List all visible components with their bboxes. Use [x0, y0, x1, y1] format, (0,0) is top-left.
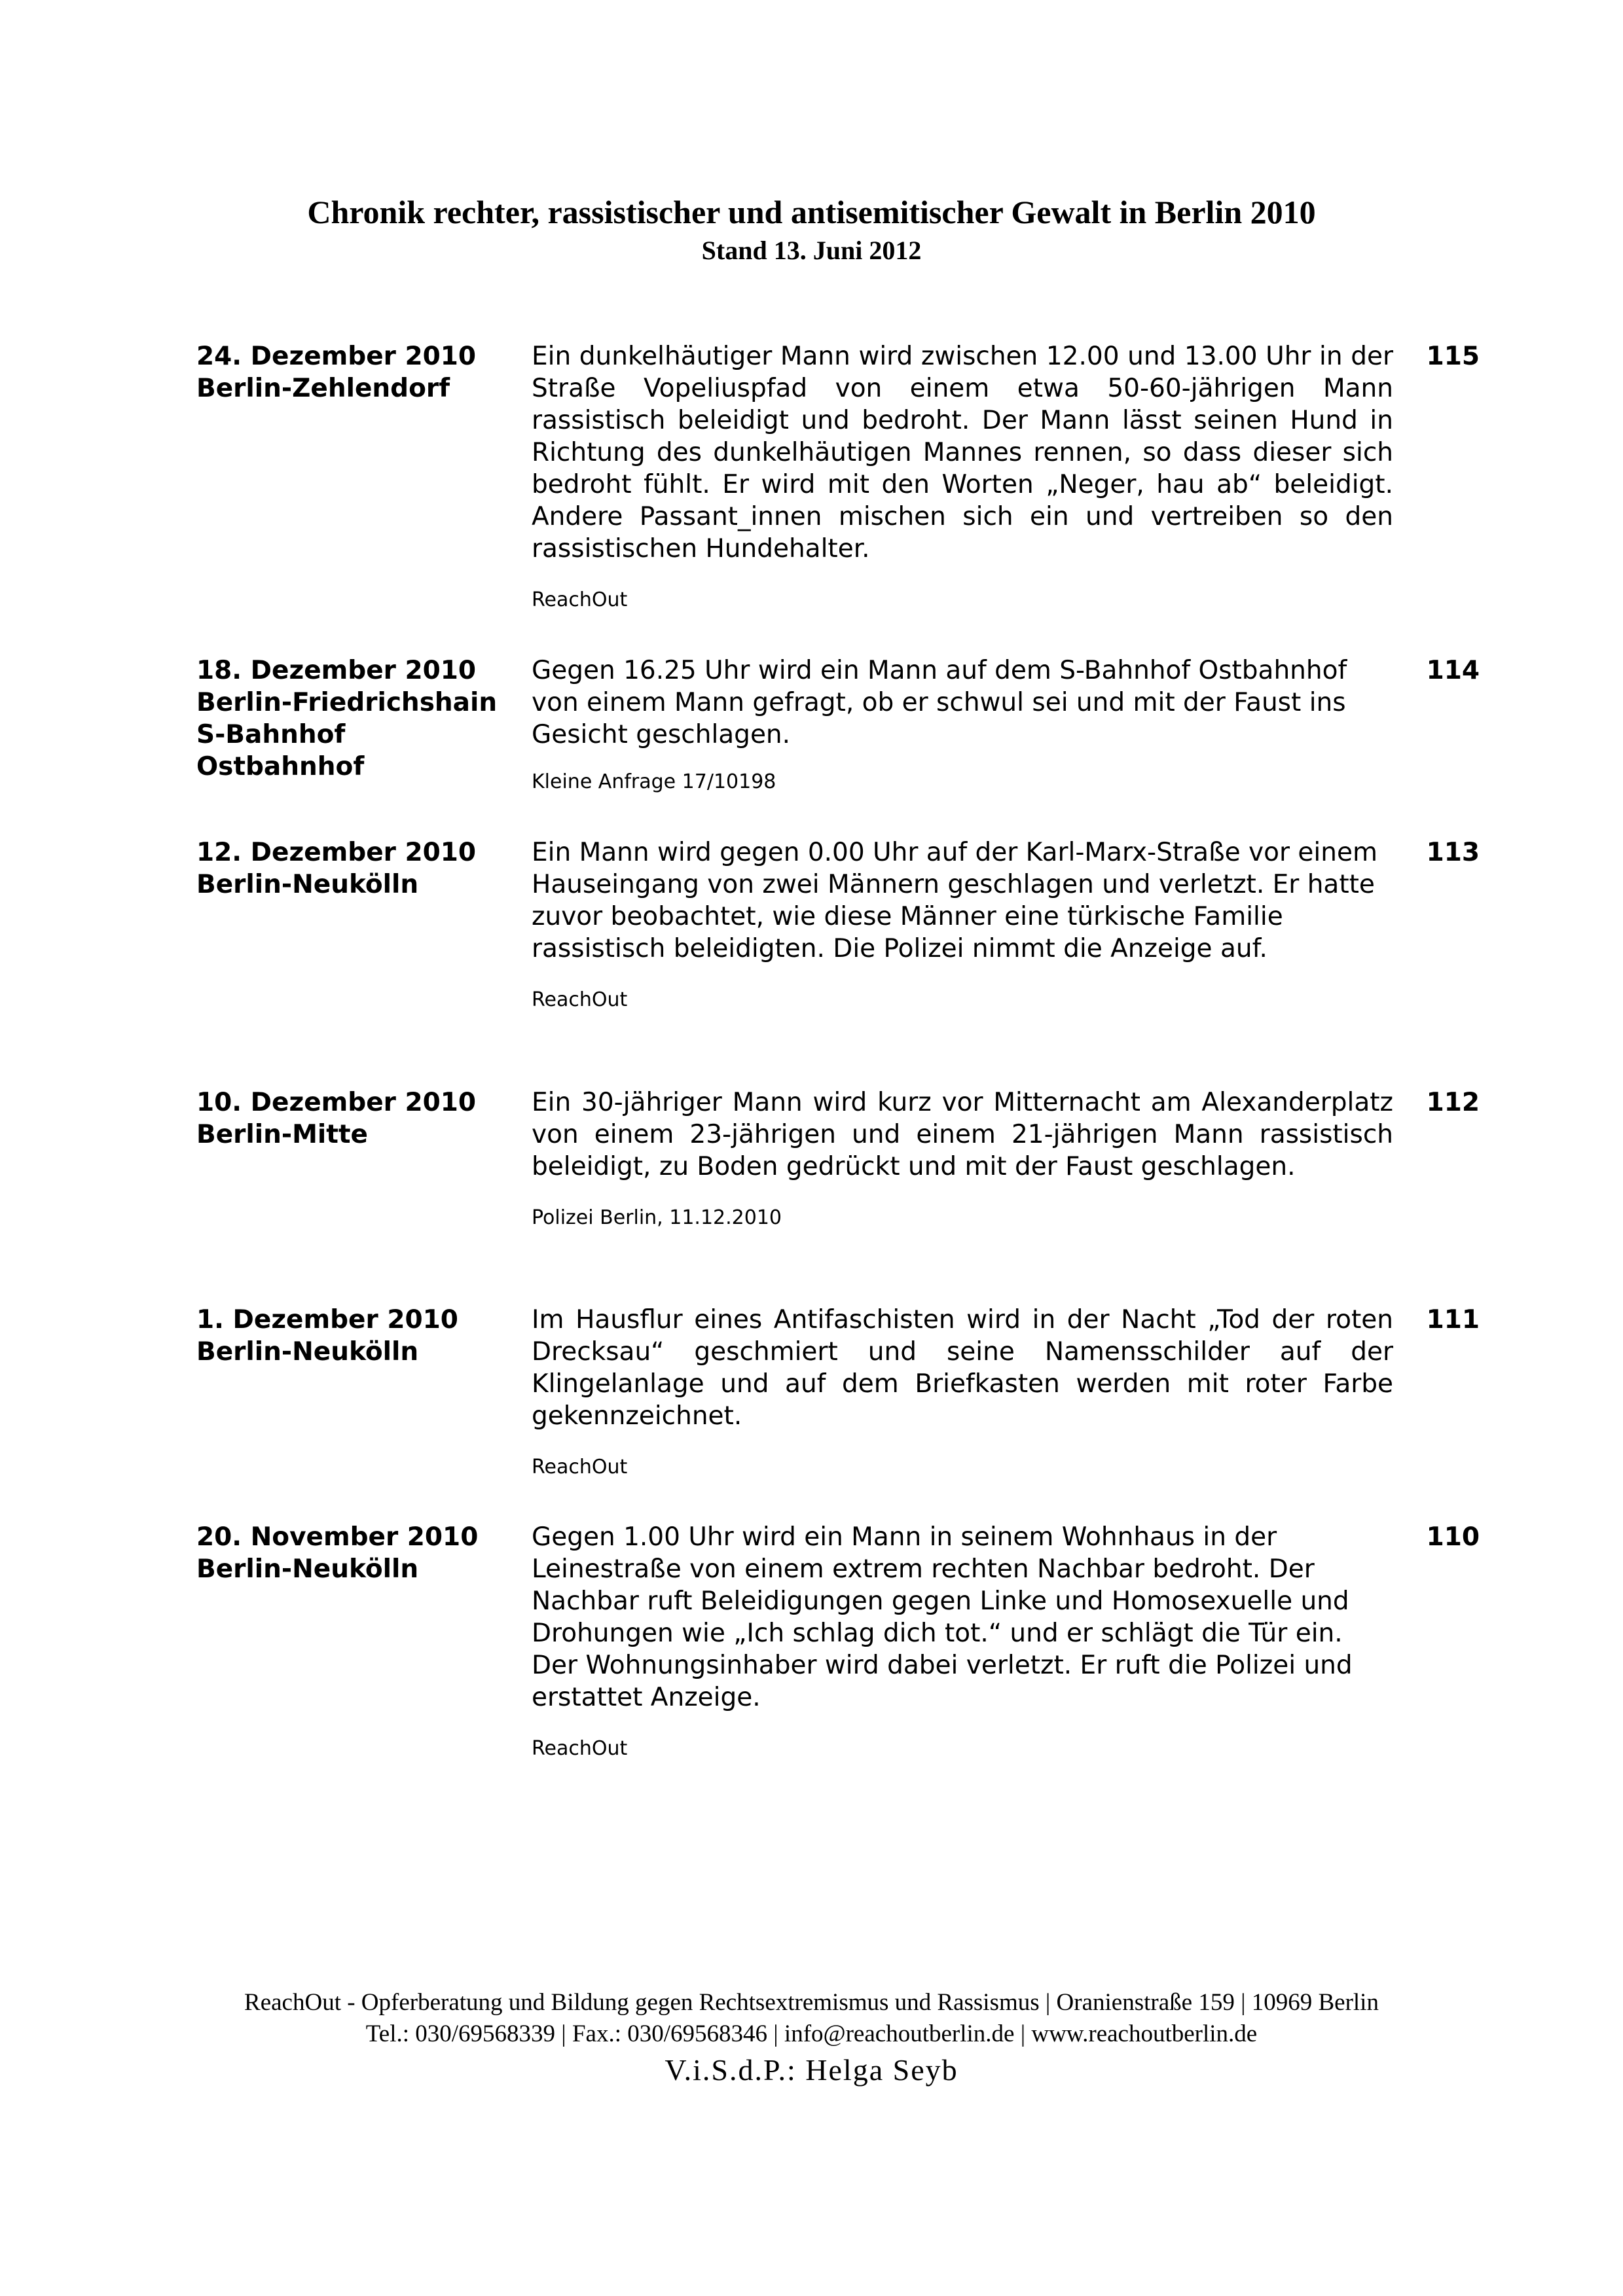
footer-organization: ReachOut - Opferberatung und Bildung gegen Rechtsextremismus und Rassismus | Oranienstraße 159 | 10969 Berlin — [244, 1989, 1379, 2016]
entry-source: ReachOut — [532, 1456, 628, 1479]
entry-location: Ostbahnhof — [196, 752, 365, 781]
entry-number: 110 — [1426, 1522, 1480, 1552]
entry-number: 111 — [1426, 1305, 1480, 1335]
entry-body — [532, 1521, 1393, 1762]
entry-description: Ein 30-jähriger Mann wird kurz vor Mitternacht am Alexanderplatz von einem 23-jährigen und einem 21-jährigen Mann rassistisch beleidigt, zu Boden gedrückt und mit der Faust geschlagen. — [532, 1088, 1393, 1181]
entry-location: Berlin-Mitte — [196, 1120, 369, 1149]
entry-description: Ein Mann wird gegen 0.00 Uhr auf der Karl-Marx-Straße vor einem Hauseingang von zwei Männern geschlagen und verletzt. Er hatte zuvor beobachtet, wie diese Männer eine türkische Familie rassistisch beleidigten. Die Polizei nimmt die Anzeige auf. — [532, 838, 1377, 963]
document-date: Stand 13. Juni 2012 — [701, 236, 922, 265]
entry-date-location — [196, 1521, 524, 1585]
entry-body — [532, 836, 1393, 1013]
entry-date: 1. Dezember 2010 — [196, 1305, 458, 1335]
entry-date: 18. Dezember 2010 — [196, 656, 477, 685]
entry-number: 115 — [1426, 342, 1480, 371]
footer-responsible: V.i.S.d.P.: Helga Seyb — [665, 2053, 958, 2087]
entry-source: ReachOut — [532, 988, 628, 1011]
entry-location: Berlin-Neukölln — [196, 1337, 419, 1367]
entry-number: 114 — [1426, 656, 1480, 685]
entry-source: Kleine Anfrage 17/10198 — [532, 770, 776, 793]
entry-location: Berlin-Friedrichshain — [196, 688, 498, 717]
entry-date: 20. November 2010 — [196, 1522, 479, 1552]
entry-date: 12. Dezember 2010 — [196, 838, 477, 867]
entry-date-location — [196, 1304, 524, 1368]
entry-date-location — [196, 655, 524, 783]
entry-location: Berlin-Neukölln — [196, 870, 419, 899]
entry-number: 112 — [1426, 1088, 1480, 1117]
entry-body — [532, 655, 1393, 795]
entry-source: Polizei Berlin, 11.12.2010 — [532, 1206, 782, 1229]
entry-number: 113 — [1426, 838, 1480, 867]
entry-body — [532, 1304, 1393, 1480]
entry-date-location — [196, 1086, 524, 1151]
entry-date: 24. Dezember 2010 — [196, 342, 477, 371]
entry-date: 10. Dezember 2010 — [196, 1088, 477, 1117]
entry-source: ReachOut — [532, 1737, 628, 1760]
entry-description: Gegen 1.00 Uhr wird ein Mann in seinem Wohnhaus in der Leinestraße von einem extrem rechten Nachbar bedroht. Der Nachbar ruft Beleidigungen gegen Linke und Homosexuelle und Drohungen wie „Ich schlag dich tot.“ und er schlägt die Tür ein. Der Wohnungsinhaber wird dabei verletzt. Er ruft die Polizei und erstattet Anzeige. — [532, 1522, 1353, 1712]
entry-location: Berlin-Neukölln — [196, 1554, 419, 1584]
entry-description: Im Hausflur eines Antifaschisten wird in der Nacht „Tod der roten Drecksau“ geschmiert und seine Namensschilder auf der Klingelanlage und auf dem Briefkasten werden mit roter Farbe gekennzeichnet. — [532, 1305, 1393, 1431]
footer-contact: Tel.: 030/69568339 | Fax.: 030/69568346 | info@reachoutberlin.de | www.reachoutberlin.de — [365, 2020, 1258, 2047]
entry-location: Berlin-Zehlendorf — [196, 374, 450, 403]
entry-date-location — [196, 836, 524, 901]
entry-date-location — [196, 340, 524, 404]
entry-source: ReachOut — [532, 588, 628, 611]
page-footer — [0, 1987, 1623, 2090]
entry-description: Ein dunkelhäutiger Mann wird zwischen 12.00 und 13.00 Uhr in der Straße Vopeliuspfad von einem etwa 50-60-jährigen Mann rassistisch beleidigt und bedroht. Der Mann lässt seinen Hund in Richtung des dunkelhäutigen Mannes rennen, so dass dieser sich bedroht fühlt. Er wird mit den Worten „Neger, hau ab“ beleidigt. Andere Passant_innen mischen sich ein und vertreiben so den rassistischen Hundehalter. — [532, 342, 1393, 564]
document-title: Chronik rechter, rassistischer und antisemitischer Gewalt in Berlin 2010 — [307, 194, 1316, 230]
entry-body — [532, 340, 1393, 613]
entry-description: Gegen 16.25 Uhr wird ein Mann auf dem S-Bahnhof Ostbahnhof von einem Mann gefragt, ob er schwul sei und mit der Faust ins Gesicht geschlagen. — [532, 656, 1347, 749]
entry-location: S-Bahnhof — [196, 720, 346, 749]
entry-body — [532, 1086, 1393, 1231]
